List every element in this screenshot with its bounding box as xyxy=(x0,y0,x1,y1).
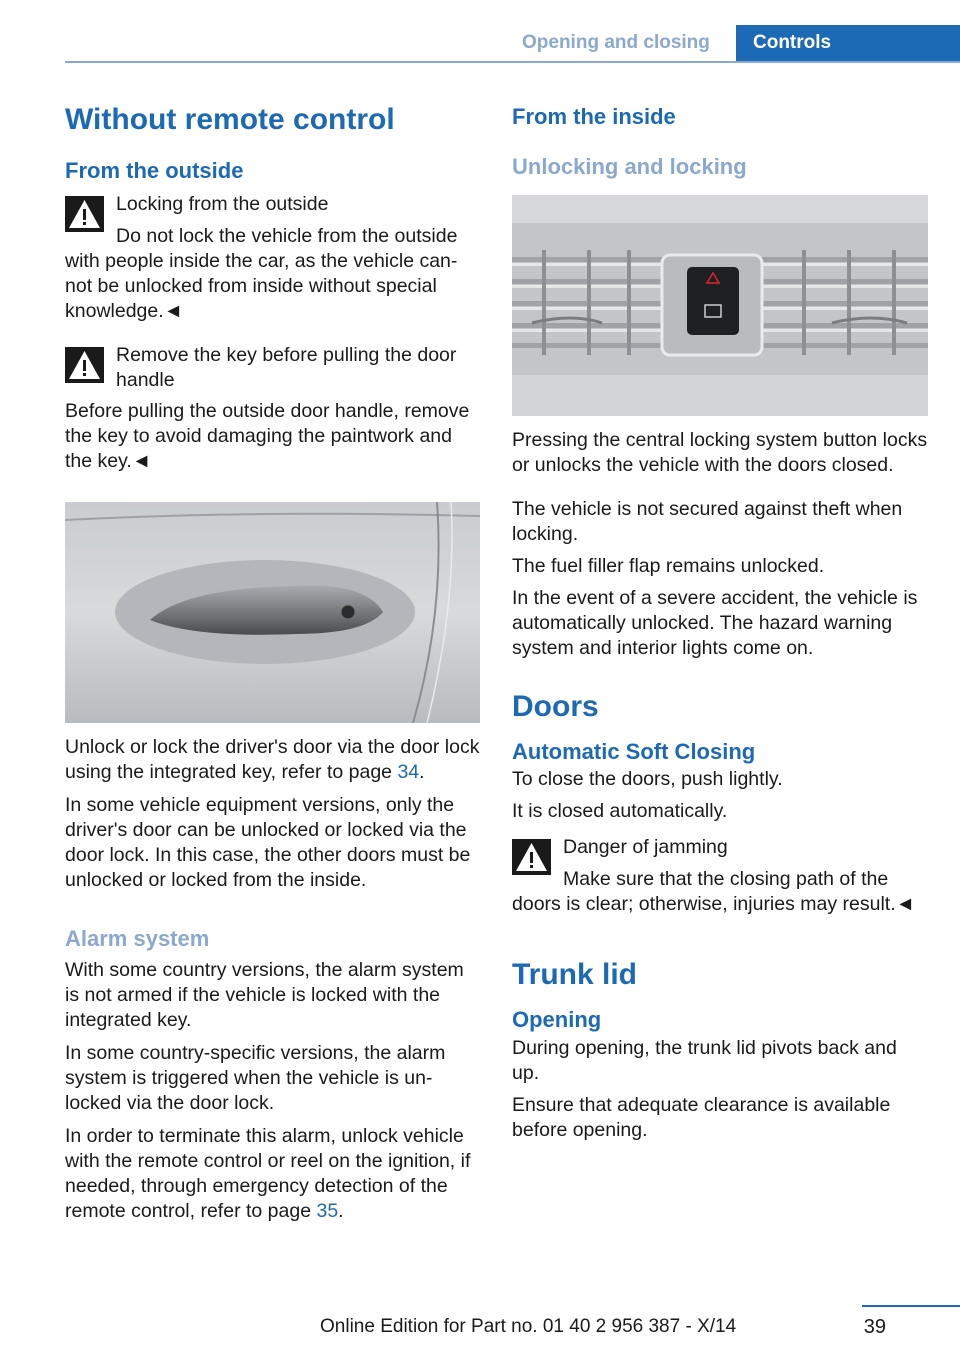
heading-unlocking-locking: Unlocking and locking xyxy=(512,154,747,180)
warning-remove-key xyxy=(65,343,481,474)
page-ref-link[interactable]: 34 xyxy=(397,761,420,783)
paragraph-not-secured: The vehicle is not secured against theft when locking. xyxy=(512,498,903,545)
warning-body-first: Do not lock the vehicle from the outside xyxy=(116,225,458,248)
warning-locking-outside xyxy=(65,192,481,324)
page-ref-link[interactable]: 35 xyxy=(316,1200,339,1223)
paragraph-trunk-pivots: During opening, the trunk lid pivots back and up. xyxy=(512,1036,897,1084)
section-title-trunk-lid: Trunk lid xyxy=(512,958,638,992)
warning-jamming xyxy=(512,835,928,917)
section-title-without-remote: Without remote control xyxy=(65,103,395,136)
warning-title: Locking from the outside xyxy=(116,193,329,216)
header-section: Opening and closing xyxy=(522,32,710,53)
paragraph-alarm-3: In order to terminate this alarm, unlock vehicle with the remote control or reel on the ignition, if needed, through emergency detection of the remote control, refer to page 35. xyxy=(65,1125,471,1223)
heading-from-outside: From the outside xyxy=(65,158,244,183)
page-number: 39 xyxy=(863,1316,886,1338)
paragraph-clearance: Ensure that adequate clearance is available before opening. xyxy=(512,1093,891,1141)
warning-body-rest: with people inside the car, as the vehicle can-not be unlocked from inside without special knowledge.◄ xyxy=(65,250,458,323)
warning-body: Before pulling the outside door handle, remove the key to avoid damaging the paintwork and the key.◄ xyxy=(65,400,470,473)
edition-note: Online Edition for Part no. 01 40 2 956 387 - X/14 xyxy=(320,1316,737,1337)
warning-body-first: Make sure that the closing path of the xyxy=(563,868,889,891)
left-column xyxy=(65,102,481,474)
header-rule xyxy=(65,61,960,63)
footer-rule xyxy=(862,1305,960,1307)
central-locking-button-photo xyxy=(512,195,928,416)
heading-alarm-system: Alarm system xyxy=(65,926,210,951)
door-handle-photo xyxy=(65,502,480,723)
paragraph-central-locking: Pressing the central locking system button locks or unlocks the vehicle with the doors closed. xyxy=(512,429,928,476)
paragraph-severe-accident: In the event of a severe accident, the vehicle is automatically unlocked. The hazard warning system and interior lights come on. xyxy=(512,587,918,659)
heading-soft-closing: Automatic Soft Closing xyxy=(512,739,756,764)
warning-triangle-icon xyxy=(512,839,551,875)
warning-triangle-icon xyxy=(65,196,104,232)
heading-opening: Opening xyxy=(512,1007,602,1033)
paragraph-unlock-driver-door: Unlock or lock the driver's door via the door lock using the integrated key, refer to page 34. xyxy=(65,736,480,783)
section-title-doors: Doors xyxy=(512,690,599,723)
warning-body-rest: doors is clear; otherwise, injuries may result.◄ xyxy=(512,893,915,916)
header-tab-controls: Controls xyxy=(736,25,960,61)
right-column-top xyxy=(512,104,928,181)
paragraph-fuel-flap: The fuel filler flap remains unlocked. xyxy=(512,555,825,577)
paragraph-push-lightly: To close the doors, push lightly. xyxy=(512,768,783,791)
warning-title: Danger of jamming xyxy=(563,836,728,859)
warning-title: Remove the key before pulling the door handle xyxy=(116,344,457,392)
right-column xyxy=(512,428,928,1143)
warning-triangle-icon xyxy=(65,347,104,383)
paragraph-alarm-2: In some country-specific versions, the alarm system is triggered when the vehicle is un-locked via the door lock. xyxy=(65,1042,446,1115)
heading-from-inside: From the inside xyxy=(512,104,676,129)
paragraph-closed-automatically: It is closed automatically. xyxy=(512,800,728,823)
paragraph-equipment-versions: In some vehicle equipment versions, only the driver's door can be unlocked or locked via the door lock. In this case, the other doors must be unlocked or locked from the inside. xyxy=(65,794,471,891)
left-column-lower xyxy=(65,735,481,1224)
paragraph-alarm-1: With some country versions, the alarm system is not armed if the vehicle is locked with the integrated key. xyxy=(65,959,464,1032)
